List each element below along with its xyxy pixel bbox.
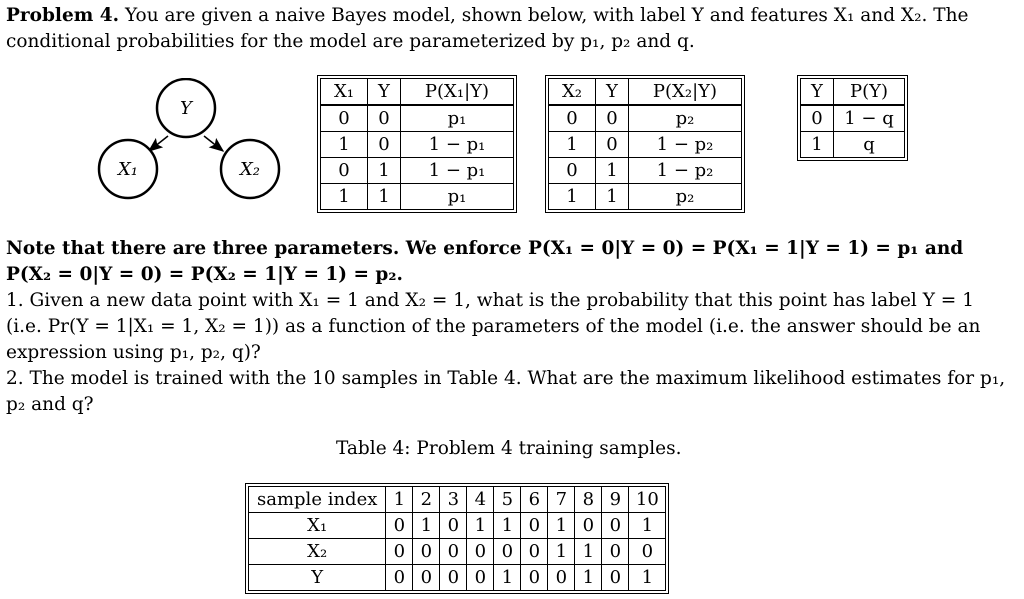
table-cell: 0 — [602, 565, 629, 591]
table-cell: 0 — [467, 565, 494, 591]
table-cell: q — [834, 132, 905, 158]
table-cell: 1 — [321, 132, 368, 158]
table-cell: p₁ — [401, 184, 514, 210]
row-label: sample index — [249, 487, 386, 513]
table-cell: 0 — [321, 105, 368, 132]
table-cell: 0 — [368, 132, 401, 158]
table-cell: 1 — [575, 565, 602, 591]
table-cell: 1 — [494, 513, 521, 539]
table-cell: p₁ — [401, 105, 514, 132]
table-cell: 1 − q — [834, 105, 905, 132]
edge-y-x1 — [149, 136, 168, 151]
table-header: X₁ — [321, 79, 368, 106]
table-cell: 1 — [801, 132, 834, 158]
table-cell: 1 — [548, 513, 575, 539]
table-cell: 1 — [368, 158, 401, 184]
table-cell: 0 — [386, 565, 413, 591]
table-cell: 0 — [440, 539, 467, 565]
table-cell: 0 — [549, 158, 596, 184]
table-cell: 0 — [629, 539, 666, 565]
note-line-2: P(X₂ = 0|Y = 0) = P(X₂ = 1|Y = 1) = p₂. — [6, 264, 403, 285]
table-cell: 1 — [575, 539, 602, 565]
question-2-line-1: 2. The model is trained with the 10 samples in Table 4. What are the maximum likelihood estimates for p₁, — [6, 368, 1006, 389]
node-x1-label: X₁ — [117, 159, 139, 180]
table-p-x1-given-y — [320, 78, 514, 210]
row-label: Y — [249, 565, 386, 591]
row-label: X₂ — [249, 539, 386, 565]
table-cell: 1 — [494, 565, 521, 591]
question-1-line-3: expression using p₁, p₂, q)? — [6, 342, 261, 363]
table-p-x2-given-y — [548, 78, 742, 210]
table-cell: 1 — [629, 565, 666, 591]
table-cell: 1 − p₁ — [401, 158, 514, 184]
table-cell: 1 — [386, 487, 413, 513]
table-cell: 1 — [467, 513, 494, 539]
table-cell: 0 — [602, 513, 629, 539]
row-label: X₁ — [249, 513, 386, 539]
table-row — [249, 487, 666, 513]
bayes-network-diagram — [90, 78, 290, 202]
table-cell: 3 — [440, 487, 467, 513]
table-cell: 0 — [368, 105, 401, 132]
table-header: Y — [596, 79, 629, 106]
table-cell: 1 — [629, 513, 666, 539]
problem-statement-line-1 — [6, 4, 968, 28]
training-samples-table — [248, 486, 666, 591]
table-cell: 0 — [801, 105, 834, 132]
table-cell: 1 — [413, 513, 440, 539]
table-row — [249, 565, 666, 591]
table-cell: 0 — [440, 565, 467, 591]
edge-y-x2 — [204, 136, 223, 151]
table-cell: 0 — [521, 565, 548, 591]
table-cell: 8 — [575, 487, 602, 513]
table-p-y — [800, 78, 905, 158]
table-cell: 0 — [575, 513, 602, 539]
table-cell: 1 — [596, 184, 629, 210]
table-cell: 0 — [467, 539, 494, 565]
table-cell: 7 — [548, 487, 575, 513]
table-cell: 5 — [494, 487, 521, 513]
table-cell: 10 — [629, 487, 666, 513]
table-cell: 0 — [602, 539, 629, 565]
table-header: P(Y) — [834, 79, 905, 106]
table-cell: 0 — [413, 565, 440, 591]
table-cell: 0 — [386, 539, 413, 565]
table-cell: 6 — [521, 487, 548, 513]
table-cell: 0 — [521, 539, 548, 565]
note-line-1: Note that there are three parameters. We enforce P(X₁ = 0|Y = 0) = P(X₁ = 1|Y = 1) = p₁ and — [6, 238, 964, 259]
problem-intro: You are given a naive Bayes model, shown below, with label Y and features X₁ and X₂. The — [124, 5, 969, 26]
table-caption: Table 4: Problem 4 training samples. — [336, 438, 682, 459]
problem-statement-line-2: conditional probabilities for the model are parameterized by p₁, p₂ and q. — [6, 31, 695, 52]
table-cell: 1 − p₁ — [401, 132, 514, 158]
table-cell: 2 — [413, 487, 440, 513]
table-cell: 1 — [321, 184, 368, 210]
table-cell: 0 — [549, 105, 596, 132]
node-y-label: Y — [180, 98, 192, 119]
table-header: Y — [801, 79, 834, 106]
table-cell: 0 — [440, 513, 467, 539]
table-cell: 1 − p₂ — [629, 132, 742, 158]
table-cell: 1 — [596, 158, 629, 184]
node-x2-label: X₂ — [239, 159, 261, 180]
table-cell: 9 — [602, 487, 629, 513]
question-1-line-2: (i.e. Pr(Y = 1|X₁ = 1, X₂ = 1)) as a function of the parameters of the model (i.e. the answer should be an — [6, 316, 981, 337]
question-1-line-1: 1. Given a new data point with X₁ = 1 and X₂ = 1, what is the probability that this point has label Y = 1 — [6, 290, 974, 311]
table-cell: 1 — [549, 184, 596, 210]
table-header: P(X₁|Y) — [401, 79, 514, 106]
table-cell: 0 — [321, 158, 368, 184]
table-header: X₂ — [549, 79, 596, 106]
table-cell: 1 — [368, 184, 401, 210]
table-cell: 0 — [596, 105, 629, 132]
table-cell: p₂ — [629, 184, 742, 210]
table-cell: 0 — [413, 539, 440, 565]
table-header: P(X₂|Y) — [629, 79, 742, 106]
table-cell: 0 — [596, 132, 629, 158]
question-2-line-2: p₂ and q? — [6, 394, 94, 415]
table-cell: 0 — [548, 565, 575, 591]
table-header: Y — [368, 79, 401, 106]
problem-label: Problem 4. — [6, 5, 120, 26]
table-cell: 1 — [548, 539, 575, 565]
table-row — [249, 539, 666, 565]
table-cell: 1 − p₂ — [629, 158, 742, 184]
table-cell: 1 — [549, 132, 596, 158]
table-cell: p₂ — [629, 105, 742, 132]
table-cell: 4 — [467, 487, 494, 513]
table-row — [249, 513, 666, 539]
table-cell: 0 — [386, 513, 413, 539]
table-cell: 0 — [521, 513, 548, 539]
table-cell: 0 — [494, 539, 521, 565]
